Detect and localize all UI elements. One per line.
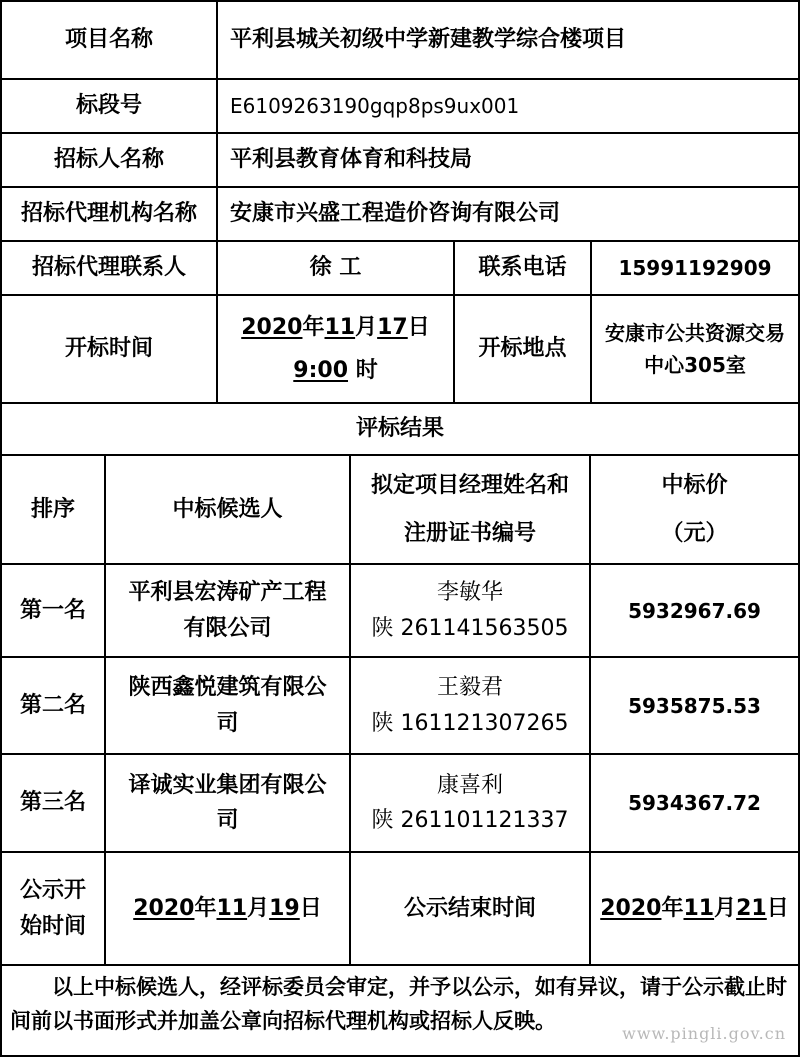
candidate-line1: 平利县宏涛矿产工程 [128,580,327,606]
agency-label: 招标代理机构名称 [20,201,197,227]
publicity-start-label [2,853,104,964]
header-candidate: 中标候选人 [172,496,283,522]
publicity-start-label-line2: 始时间 [19,913,86,939]
project-name-label: 项目名称 [64,27,153,53]
phone-label: 联系电话 [478,255,567,281]
manager-cert: 陕 261101121337 [371,808,569,833]
start-month: 11 [216,895,248,921]
publicity-end-date [591,853,798,964]
header-price-line1: 中标价 [661,473,728,499]
end-day: 21 [736,895,767,921]
open-place-label: 开标地点 [478,336,567,362]
table-row-candidate [106,565,349,656]
end-month: 11 [683,895,715,921]
manager-name: 李敏华 [436,580,503,606]
contact-label: 招标代理联系人 [31,255,186,281]
table-row-rank: 第一名 [19,597,86,623]
open-hour-value: 9:00 [293,358,349,383]
section-number-value: E6109263190gqp8ps9ux001 [230,94,520,118]
publicity-end-label: 公示结束时间 [403,895,536,921]
open-day: 17 [377,314,408,340]
open-date [241,310,430,345]
phone-value: 15991192909 [618,256,772,280]
candidate-line2: 有限公司 [183,615,272,641]
month-unit: 月 [714,895,737,921]
table-row-manager [351,658,589,753]
table-row-price: 5934367.72 [628,791,761,815]
start-year: 2020 [133,895,195,921]
table-row-candidate [106,755,349,851]
header-manager-line1: 拟定项目经理姓名和 [370,473,569,499]
manager-name: 康喜利 [436,772,503,798]
table-row-rank: 第三名 [19,790,86,816]
table-row-manager [351,565,589,656]
publicity-start-label-line1: 公示开 [19,878,86,904]
open-year: 2020 [241,314,303,340]
candidate-line2: 司 [216,808,239,833]
day-unit: 日 [407,314,430,340]
day-unit: 日 [299,895,322,921]
table-row-price: 5932967.69 [628,598,761,623]
open-time-value [218,296,453,402]
table-row-rank: 第二名 [19,692,86,718]
table-row-price: 5935875.53 [628,693,761,718]
contact-value: 徐 工 [309,255,362,281]
year-unit: 年 [661,895,684,921]
project-name-value: 平利县城关初级中学新建教学综合楼项目 [230,27,627,53]
table-row-candidate [106,658,349,753]
open-time-label: 开标时间 [64,336,153,362]
open-month: 11 [324,314,356,340]
header-price-line2: （元） [661,520,728,546]
year-unit: 年 [194,895,217,921]
objection-note [0,965,800,1057]
hour-unit: 时 [355,358,378,383]
tenderer-value: 平利县教育体育和科技局 [230,147,473,173]
candidate-line1: 陕西鑫悦建筑有限公 [128,675,327,701]
candidate-line2: 司 [216,710,239,736]
candidate-line1: 译诚实业集团有限公 [128,772,327,798]
manager-cert: 陕 261141563505 [371,615,569,641]
agency-value: 安康市兴盛工程造价咨询有限公司 [230,201,561,227]
header-manager-line2: 注册证书编号 [403,520,536,546]
result-title: 评标结果 [355,416,444,442]
day-unit: 日 [766,895,789,921]
year-unit: 年 [302,314,325,340]
open-place-value: 安康市公共资源交易中心305室 [605,321,785,377]
publicity-start-date [106,853,349,964]
end-year: 2020 [600,895,662,921]
month-unit: 月 [247,895,270,921]
tenderer-label: 招标人名称 [53,147,164,173]
header-price [591,456,798,563]
manager-cert: 陕 161121307265 [371,710,569,736]
manager-name: 王毅君 [436,675,503,701]
header-rank: 排序 [30,496,75,522]
month-unit: 月 [355,314,378,340]
open-hour [293,353,377,388]
watermark: www.pingli.gov.cn [622,1024,786,1043]
table-row-manager [351,755,589,851]
objection-note-text: 以上中标候选人，经评标委员会审定，并予以公示，如有异议，请于公示截止时间前以书面形式并加盖公章向招标代理机构或招标人反映。 [10,975,787,1033]
start-day: 19 [269,895,300,921]
section-number-label: 标段号 [75,93,142,119]
header-manager [351,456,589,563]
